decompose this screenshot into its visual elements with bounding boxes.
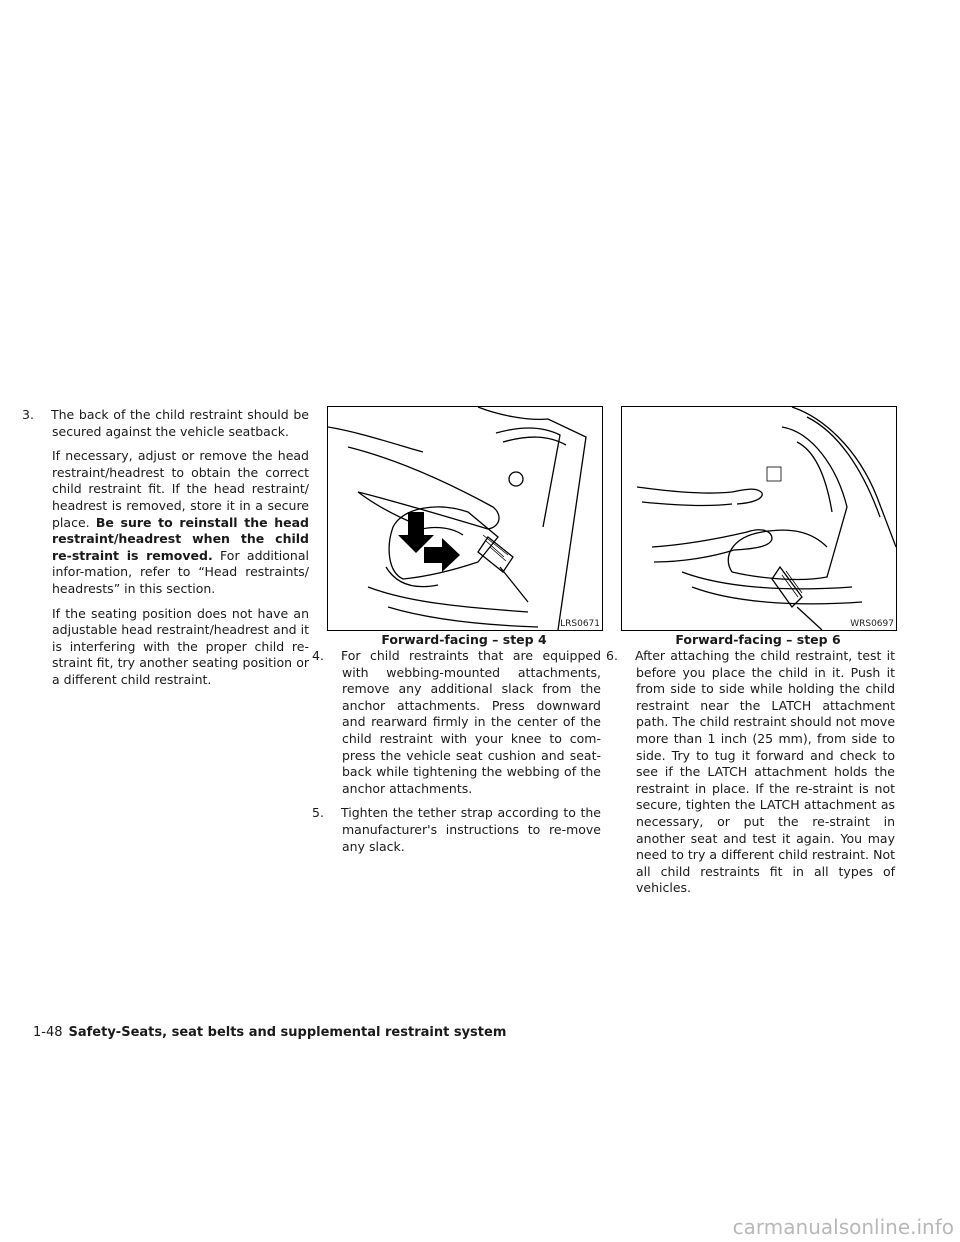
- seating-position-paragraph: If the seating position does not have an adjustable head restraint/headrest and it is interfering with the proper child re-straint fit, try another seating position or a different child restraint.: [52, 605, 309, 687]
- step-4-number: 4.: [312, 648, 324, 663]
- step-5-number: 5.: [312, 805, 324, 821]
- figure-forward-facing-step-4: [327, 406, 603, 631]
- right-column: [606, 648, 896, 905]
- child-seat-push-test-illustration: [622, 407, 896, 630]
- left-column: [22, 407, 309, 689]
- head-restraint-paragraph: [37, 448, 309, 597]
- figure-caption: Forward-facing – step 6: [675, 632, 841, 647]
- step-4-text: For child restraints that are equipped with webbing-mounted attachments, remove any additional slack from the anchor attachments. Press downward and rearward firmly in the center of the child restraint with your knee to com-press the vehicle seat cushion and seat-back while tightening the webbing of the anchor attachments.: [341, 648, 601, 796]
- step-6-text: After attaching the child restraint, test it before you place the child in it. Push it from side to side while holding the child restraint near the LATCH attachment path. The child restraint should not move more than 1 inch (25 mm), from side to side. Try to tug it forward and check to see if the LATCH attachment holds the restraint in place. If the re-straint is not secure, tighten the LATCH attachment as necessary, or put the re-straint in another seat and test it again. You may need to try a different child restraint. Not all child restraints fit in all types of vehicles.: [635, 648, 896, 896]
- step-3-number: 3.: [22, 407, 34, 422]
- figure-code: LRS0671: [560, 619, 600, 629]
- figure-forward-facing-step-6: [621, 406, 897, 631]
- middle-column: [312, 648, 601, 863]
- figure-caption: Forward-facing – step 4: [381, 632, 547, 647]
- head-restraint-reference: For additional infor-mation, refer to “Head restraints/ headrests” in this section.: [52, 547, 309, 596]
- step-3: [22, 407, 309, 440]
- section-title: Safety-Seats, seat belts and supplemental restraint system: [68, 1025, 507, 1040]
- step-5: [312, 805, 601, 855]
- step-6: [606, 648, 896, 897]
- head-restraint-text: If necessary, adjust or remove the head restraint/headrest to obtain the correct child restraint fit. If the head restraint/ headrest is removed, store it in a secure place.: [52, 448, 309, 530]
- step-3-text: The back of the child restraint should be secured against the vehicle seatback.: [51, 407, 309, 439]
- step-5-text: Tighten the tether strap according to the manufacturer's instructions to re-move any slack.: [341, 805, 601, 854]
- step-4: [312, 648, 601, 797]
- page-footer: [33, 1025, 506, 1040]
- child-seat-knee-illustration: [328, 407, 602, 630]
- reinstall-warning: Be sure to reinstall the head restraint/headrest when the child re-straint is removed.: [52, 514, 309, 563]
- watermark: carmanualsonline.info: [732, 1215, 954, 1239]
- step-6-number: 6.: [606, 648, 618, 663]
- figure-code: WRS0697: [850, 619, 894, 629]
- page-number: 1-48: [33, 1025, 63, 1040]
- right-arrow-icon: [424, 538, 460, 572]
